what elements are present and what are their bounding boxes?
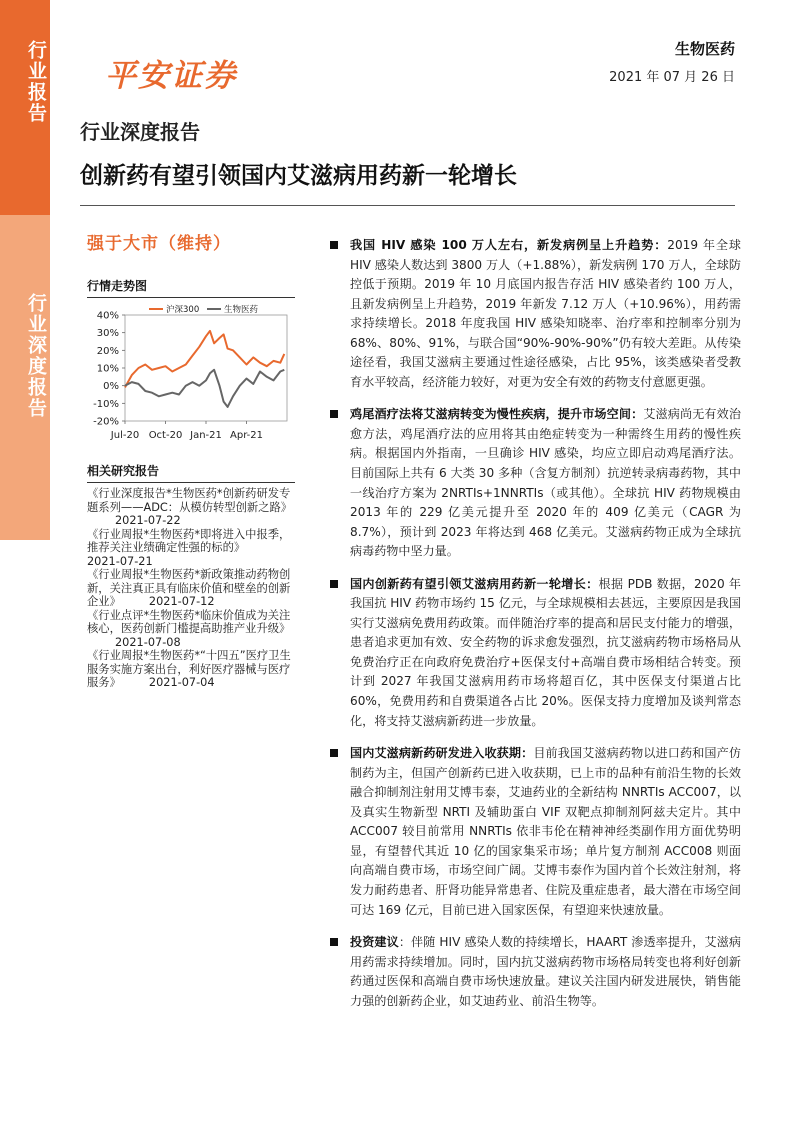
series-line-hs300	[125, 331, 284, 388]
sidebar-top-label: 行业报告	[25, 40, 47, 124]
report-title[interactable]: 《行业周报*生物医药*“十四五”医疗卫生服务实施方案出台，利好医疗器械与医疗服务》	[87, 649, 291, 689]
report-date: 2021-07-08	[115, 635, 181, 649]
bullet-square-icon	[330, 749, 338, 757]
doc-type: 行业深度报告	[80, 120, 200, 144]
sidebar-top-band	[0, 0, 50, 215]
paragraph-lead: 我国 HIV 感染 100 万人左右，新发病例呈上升趋势：	[350, 238, 668, 252]
paragraph-lead: 国内创新药有望引领艾滋病用药新一轮增长：	[350, 576, 599, 591]
report-date: 2021-07-04	[148, 676, 215, 689]
x-tick-label: Jul-20	[110, 430, 140, 441]
y-tick-label: 10%	[96, 363, 119, 375]
x-tick-label: Apr-21	[230, 430, 263, 441]
bullet-square-icon	[330, 410, 338, 418]
report-item[interactable]	[87, 568, 297, 609]
page-title: 创新药有望引领国内艾滋病用药新一轮增长	[80, 163, 517, 189]
report-date: 2021-07-22	[115, 514, 181, 527]
report-title[interactable]: 《行业点评*生物医药*临床价值成为关注核心，医药创新门槛提高助推产业升级》	[87, 608, 291, 635]
series-line-biomed	[125, 370, 284, 407]
sidebar-bottom-label: 行业深度报告	[25, 293, 47, 419]
related-reports-list	[87, 487, 297, 690]
report-item[interactable]	[87, 487, 297, 528]
rating-badge: 强于大市（维持）	[87, 234, 231, 254]
summary-body	[330, 236, 741, 1011]
sidebar-bottom-band	[0, 215, 50, 540]
paragraph-lead: 国内艾滋病新药研发进入收获期：	[350, 746, 534, 761]
y-tick-label: 30%	[96, 328, 119, 340]
report-item[interactable]	[87, 528, 297, 569]
report-title[interactable]: 《行业周报*生物医药*新政策推动药物创新，关注真正具有临床价值和壁垒的创新企业》	[87, 568, 291, 608]
summary-paragraph	[330, 933, 741, 1011]
legend-label: 沪深300	[166, 305, 200, 315]
paragraph-body: 2019 年全球 HIV 感染人数达到 3800 万人（+1.88%），新发病例 170 万人，全球防控低于预期。2019 年 10 月底国内报告存活 HIV 感染者约 100 万人，且新发病例呈上升趋势，2019 年新发 7.12 万人（+10.96%），用药需求持续增长。2018 年度我国 HIV 感染知晓率、治疗率和控制率分别为 68%、80%、91%，与联合国“90%-90%-90%”仍有较大差距。从传染途径看，我国艾滋病主要通过性途径感染，占比 95%，该类感染者受教育水平较高，经济能力较好，对更为安全有效的药物支付意愿更强。	[350, 238, 741, 389]
legend-label: 生物医药	[224, 305, 259, 315]
company-logo: 平安证券	[105, 58, 237, 94]
paragraph-body: 根据 PDB 数据，2020 年我国抗 HIV 药物市场约 15 亿元，与全球规模相去甚远，主要原因是我国实行艾滋病免费用药政策。而伴随治疗率的提高和居民支付能力的增强，患者追求更加有效、安全药物的诉求愈发强烈，抗艾滋病药物市场格局从免费治疗正在向政府免费治疗+医保支付+高端自费市场相结合转变。预计到 2027 年我国艾滋病用药市场将超百亿，其中医保支付渠道占比 60%，免费用药和自费渠道各占比 20%。医保支持力度增加及谈判常态化，将支持艾滋病新药进一步放量。	[350, 576, 741, 728]
title-divider	[80, 205, 735, 206]
report-date: 2021-07-21	[87, 554, 153, 568]
x-tick-label: Jan-21	[190, 430, 222, 441]
report-date: 2021-07-12	[148, 595, 215, 608]
market-trend-heading: 行情走势图	[87, 277, 295, 298]
report-title[interactable]: 《行业周报*生物医药*即将进入中报季，推荐关注业绩确定性强的标的》	[87, 527, 291, 554]
y-tick-label: -10%	[93, 398, 119, 410]
report-title[interactable]: 《行业深度报告*生物医药*创新药研发专题系列——ADC：从模仿转型创新之路》	[87, 487, 293, 514]
y-tick-label: 40%	[96, 310, 119, 322]
summary-paragraph	[330, 405, 741, 561]
bullet-square-icon	[330, 580, 338, 588]
bullet-square-icon	[330, 938, 338, 946]
summary-paragraph	[330, 575, 741, 731]
market-trend-chart	[87, 301, 295, 446]
paragraph-body: ：伴随 HIV 感染人数的持续增长，HAART 渗透率提升，艾滋病用药需求持续增加。同时，国内抗艾滋病药物市场格局转变也将利好创新药通过医保和高端自费市场快速放量。建议关注国内研发进展快，销售能力强的创新药企业，如艾迪药业、前沿生物等。	[350, 935, 741, 1008]
x-tick-label: Oct-20	[148, 430, 183, 441]
y-tick-label: -20%	[93, 416, 119, 428]
sector-label: 生物医药	[674, 40, 735, 58]
y-tick-label: 0%	[103, 381, 119, 393]
summary-paragraph	[330, 236, 741, 392]
paragraph-body: 艾滋病尚无有效治愈方法，鸡尾酒疗法的应用将其由绝症转变为一种需终生用药的慢性疾病。根据国内外指南，一旦确诊 HIV 感染，均应立即启动鸡尾酒疗法。目前国际上共有 6 大类 30 多种（含复方制剂）抗逆转录病毒药物，其中一线治疗方案为 2NRTIs+1NNRTIs（或其他）。全球抗 HIV 药物规模由 2013 年的 229 亿美元提升至 2020 年的 409 亿美元（CAGR 为 8.7%），预计到 2023 年将达到 468 亿美元。艾滋病药物正成为全球抗病毒药物中坚力量。	[350, 407, 741, 559]
report-item[interactable]	[87, 609, 297, 650]
bullet-square-icon	[330, 241, 338, 249]
report-item[interactable]	[87, 649, 297, 690]
summary-paragraph	[330, 744, 741, 920]
report-date: 2021 年 07 月 26 日	[609, 70, 735, 85]
related-reports-heading: 相关研究报告	[87, 462, 295, 483]
trend-chart-svg	[87, 301, 295, 446]
paragraph-body: 目前我国艾滋病药物以进口药和国产仿制药为主，但国产创新药已进入收获期，已上市的品种有前沿生物的长效融合抑制剂注射用艾博韦泰，艾迪药业的全新结构 NNRTIs ACC007，以及真实生物新型 NRTI 及辅助蛋白 VIF 双靶点抑制剂阿兹夫定片。其中 ACC007 较目前常用 NNRTIs 依非韦伦在精神神经类副作用方面优势明显，有望替代其近 10 亿的国家集采市场；单片复方制剂 ACC008 则面向高端自费市场，市场空间广阔。艾博韦泰作为国内首个长效注射剂，将发力耐药患者、肝肾功能异常患者、住院及重症患者，最大潜在市场空间可达 169 亿元，目前已进入国家医保，有望迎来快速放量。	[350, 746, 741, 917]
paragraph-lead: 鸡尾酒疗法将艾滋病转变为慢性疾病，提升市场空间：	[350, 407, 644, 422]
paragraph-lead: 投资建议	[350, 935, 399, 950]
y-tick-label: 20%	[96, 345, 119, 357]
